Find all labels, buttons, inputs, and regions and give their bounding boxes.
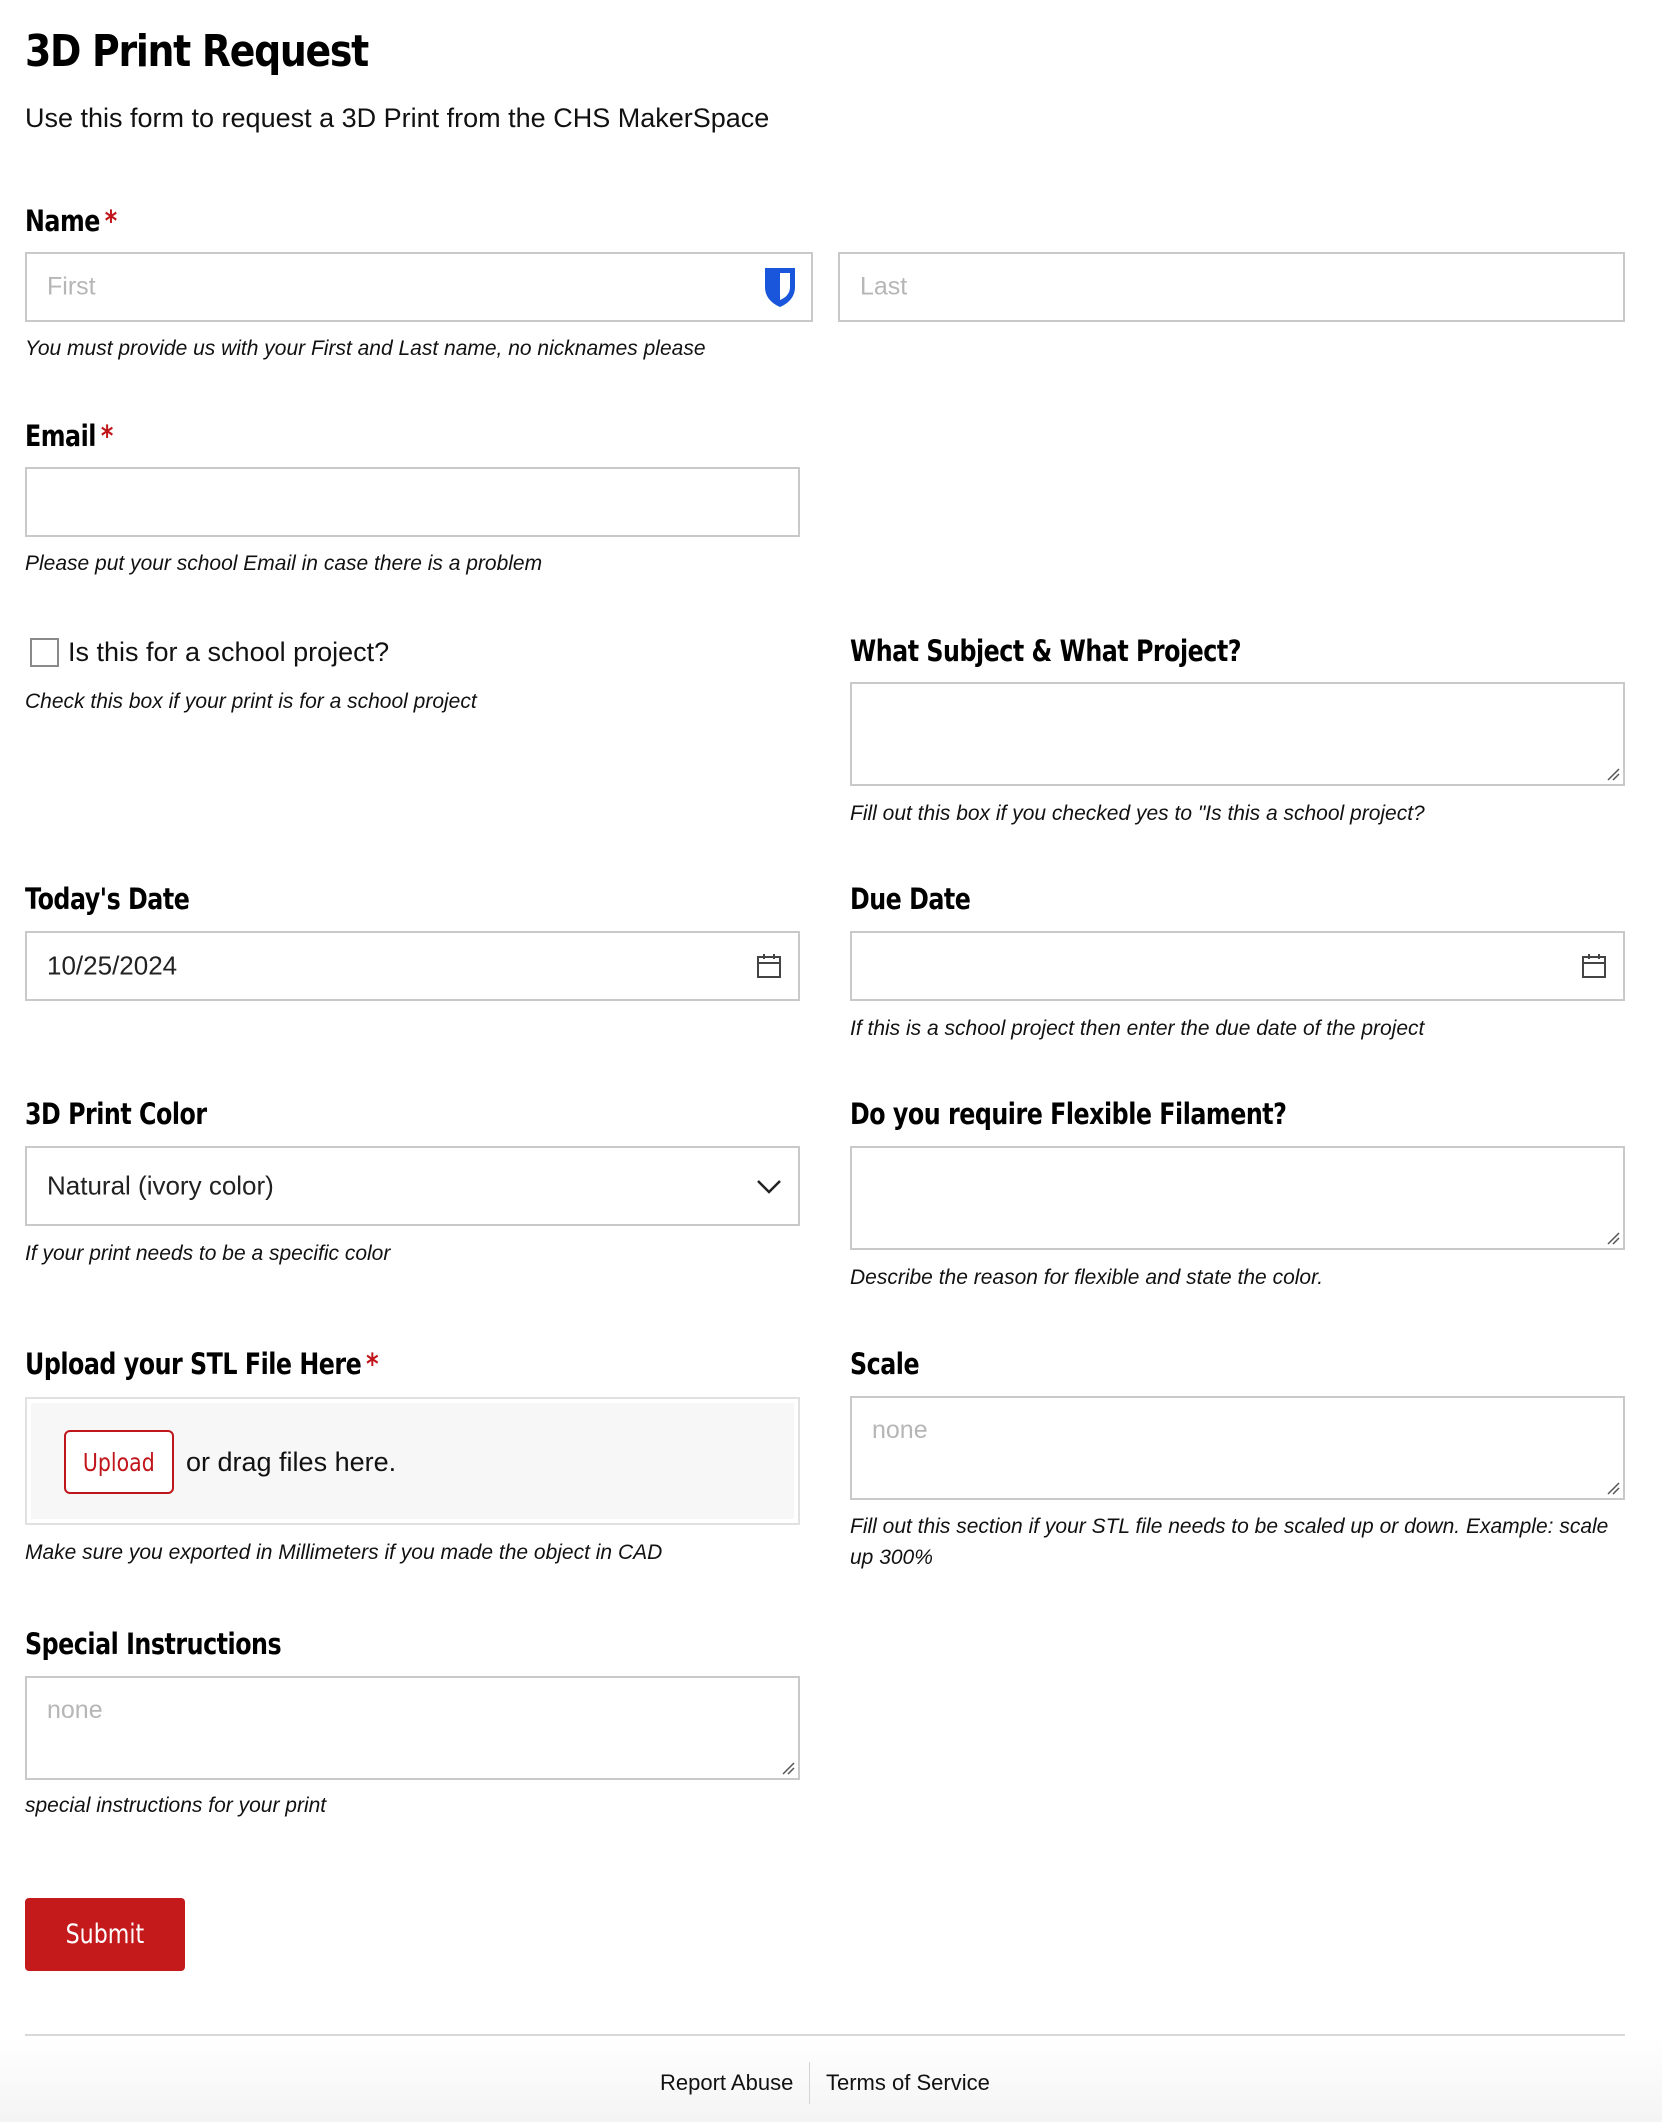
report-abuse-link[interactable]: Report Abuse [660,2070,794,2095]
calendar-icon[interactable] [756,953,782,979]
scale-placeholder: none [872,1416,928,1444]
special-instructions-help: special instructions for your print [25,1794,327,1817]
print-color-select[interactable] [25,1146,800,1226]
email-field[interactable] [25,467,800,537]
email-help: Please put your school Email in case there is a problem [25,552,543,575]
school-project-help: Check this box if your print is for a school project [25,690,477,713]
stl-dropzone[interactable] [25,1397,800,1525]
footer-separator [809,2062,810,2104]
due-date-help: If this is a school project then enter the due date of the project [850,1017,1425,1040]
subject-project-label: What Subject & What Project? [850,634,1242,668]
resize-handle-icon[interactable] [1606,1231,1620,1245]
scale-textarea[interactable] [850,1396,1625,1500]
dropzone-inner [31,1403,794,1519]
due-date-label: Due Date [850,882,971,916]
special-instructions-label: Special Instructions [25,1627,282,1661]
print-color-selected: Natural (ivory color) [47,1170,274,1201]
upload-button[interactable]: Upload [64,1430,174,1494]
drag-files-text: or drag files here. [186,1447,397,1477]
flexible-filament-help: Describe the reason for flexible and state the color. [850,1266,1324,1289]
resize-handle-icon[interactable] [1606,1481,1620,1495]
form-title: 3D Print Request [25,26,368,77]
subject-project-help: Fill out this box if you checked yes to "Is this a school project? [850,802,1425,825]
resize-handle-icon[interactable] [781,1761,795,1775]
resize-handle-icon[interactable] [1606,767,1620,781]
name-label: Name * [25,204,117,238]
special-instructions-placeholder: none [47,1696,103,1724]
required-marker: * [104,204,117,238]
shield-icon[interactable] [763,265,797,309]
form-subtitle: Use this form to request a 3D Print from the CHS MakerSpace [25,103,770,133]
print-color-label: 3D Print Color [25,1097,207,1131]
email-label: Email * [25,419,113,453]
scale-help: Fill out this section if your STL file needs to be scaled up or down. Example: scale up 300% [850,1515,1609,1569]
school-project-checkbox[interactable] [30,638,59,667]
stl-upload-label: Upload your STL File Here * [25,1347,379,1381]
stl-upload-help: Make sure you exported in Millimeters if you made the object in CAD [25,1541,663,1564]
last-name-input[interactable] [838,252,1625,322]
special-instructions-textarea[interactable] [25,1676,800,1780]
flexible-filament-label: Do you require Flexible Filament? [850,1097,1287,1131]
todays-date-value: 10/25/2024 [47,950,178,981]
subject-project-textarea[interactable] [850,682,1625,786]
school-project-label[interactable]: Is this for a school project? [68,637,390,667]
submit-button[interactable]: Submit [25,1898,185,1971]
last-name-placeholder: Last [860,272,908,301]
due-date-input[interactable] [850,931,1625,1001]
todays-date-label: Today's Date [25,882,190,916]
required-marker: * [100,419,113,453]
scale-label: Scale [850,1347,920,1381]
calendar-icon[interactable] [1581,953,1607,979]
terms-of-service-link[interactable]: Terms of Service [826,2070,990,2095]
name-help: You must provide us with your First and Last name, no nicknames please [25,337,706,360]
first-name-placeholder: First [47,272,96,301]
todays-date-input[interactable] [25,931,800,1001]
chevron-down-icon[interactable] [756,1177,782,1195]
first-name-input[interactable] [25,252,813,322]
print-color-help: If your print needs to be a specific color [25,1242,391,1265]
flexible-filament-textarea[interactable] [850,1146,1625,1250]
required-marker: * [366,1347,379,1381]
